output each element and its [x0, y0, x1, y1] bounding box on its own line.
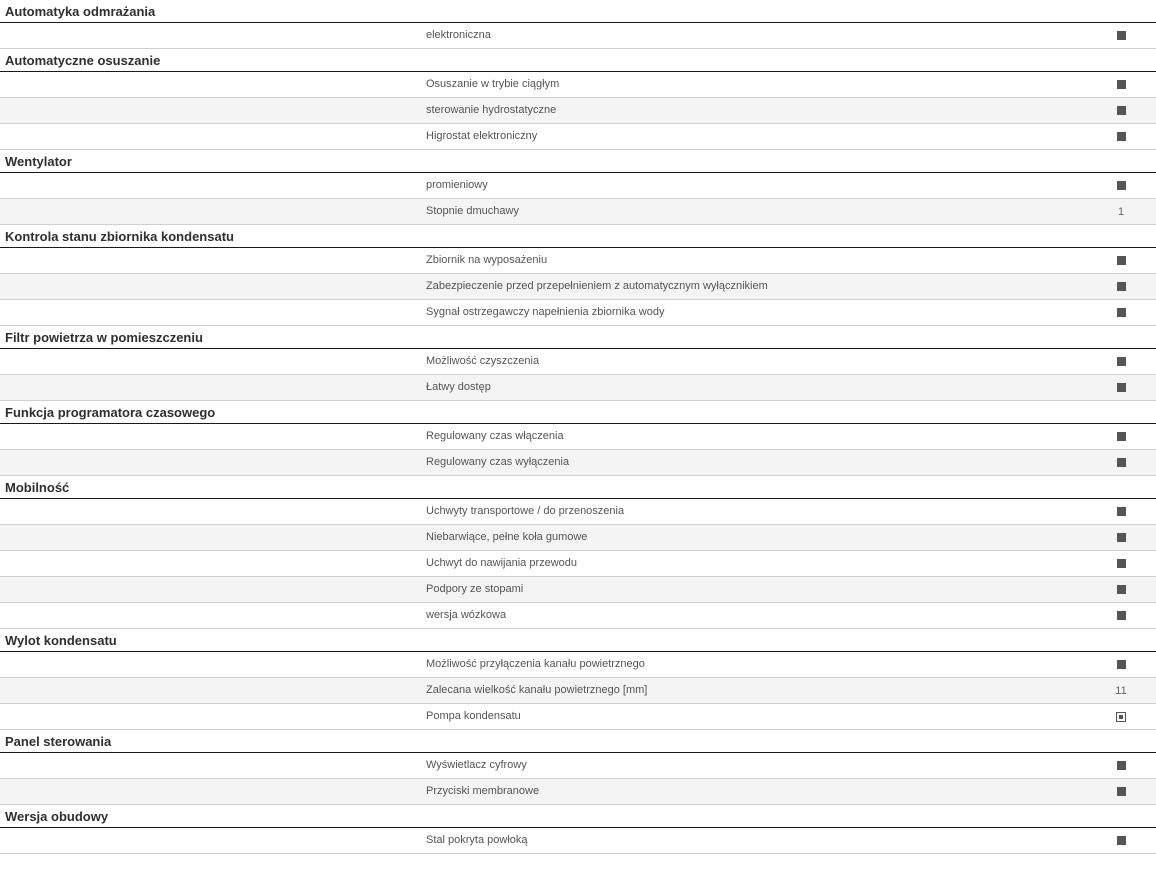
spec-value — [1100, 779, 1142, 804]
spec-label: Stopnie dmuchawy — [426, 205, 519, 217]
spec-label: Łatwy dostęp — [426, 381, 491, 393]
spec-value — [1100, 98, 1142, 123]
filled-square-icon — [1117, 660, 1126, 669]
section-header: Filtr powietrza w pomieszczeniu — [0, 326, 1156, 349]
filled-square-icon — [1117, 181, 1126, 190]
spec-row — [0, 704, 1156, 730]
spec-label: Przyciski membranowe — [426, 785, 540, 797]
spec-row — [0, 98, 1156, 124]
spec-row — [0, 274, 1156, 300]
spec-value — [1100, 450, 1142, 475]
spec-value — [1100, 124, 1142, 149]
spec-label: Uchwyt do nawijania przewodu — [426, 557, 578, 569]
spec-row — [0, 375, 1156, 401]
spec-row — [0, 349, 1156, 375]
spec-row — [0, 499, 1156, 525]
spec-label: Stal pokryta powłoką — [426, 834, 528, 846]
spec-value — [1100, 173, 1142, 198]
filled-square-icon — [1117, 282, 1126, 291]
section-header: Wersja obudowy — [0, 805, 1156, 828]
spec-row — [0, 300, 1156, 326]
section-header: Funkcja programatora czasowego — [0, 401, 1156, 424]
spec-value — [1100, 248, 1142, 273]
spec-row — [0, 577, 1156, 603]
filled-square-icon — [1117, 533, 1126, 542]
spec-row — [0, 828, 1156, 854]
spec-row — [0, 72, 1156, 98]
spec-row — [0, 248, 1156, 274]
spec-value — [1100, 704, 1142, 729]
spec-value — [1100, 375, 1142, 400]
filled-square-icon — [1117, 611, 1126, 620]
spec-value — [1100, 551, 1142, 576]
spec-label: Higrostat elektroniczny — [426, 130, 538, 142]
spec-row — [0, 424, 1156, 450]
spec-row — [0, 23, 1156, 49]
spec-row — [0, 779, 1156, 805]
spec-value — [1100, 577, 1142, 602]
section-header: Wylot kondensatu — [0, 629, 1156, 652]
spec-label: Zalecana wielkość kanału powietrznego [mm] — [426, 684, 648, 696]
spec-value — [1100, 603, 1142, 628]
filled-square-icon — [1117, 106, 1126, 115]
spec-row — [0, 525, 1156, 551]
filled-square-icon — [1117, 357, 1126, 366]
spec-label: Wyświetlacz cyfrowy — [426, 759, 527, 771]
spec-label: Podpory ze stopami — [426, 583, 524, 595]
filled-square-icon — [1117, 132, 1126, 141]
spec-value — [1100, 274, 1142, 299]
spec-value-text: 1 — [1117, 205, 1125, 218]
spec-value — [1100, 525, 1142, 550]
filled-square-icon — [1117, 308, 1126, 317]
spec-row — [0, 173, 1156, 199]
filled-square-icon — [1117, 585, 1126, 594]
filled-square-icon — [1117, 507, 1126, 516]
spec-value — [1100, 199, 1142, 224]
spec-value — [1100, 652, 1142, 677]
spec-row — [0, 652, 1156, 678]
spec-label: Możliwość czyszczenia — [426, 355, 540, 367]
spec-label: Osuszanie w trybie ciągłym — [426, 78, 560, 90]
spec-value — [1100, 678, 1142, 703]
spec-label: Pompa kondensatu — [426, 710, 521, 722]
spec-value — [1100, 349, 1142, 374]
filled-square-icon — [1117, 31, 1126, 40]
filled-square-icon — [1117, 836, 1126, 845]
spec-row — [0, 450, 1156, 476]
spec-row — [0, 199, 1156, 225]
spec-value-text: 11 — [1115, 684, 1127, 697]
section-header: Automatyka odmrażania — [0, 0, 1156, 23]
spec-value — [1100, 753, 1142, 778]
filled-square-icon — [1117, 80, 1126, 89]
filled-square-icon — [1117, 383, 1126, 392]
spec-row — [0, 124, 1156, 150]
spec-value — [1100, 72, 1142, 97]
section-header: Mobilność — [0, 476, 1156, 499]
filled-square-icon — [1117, 256, 1126, 265]
spec-row — [0, 678, 1156, 704]
section-header: Automatyczne osuszanie — [0, 49, 1156, 72]
spec-label: elektroniczna — [426, 29, 491, 41]
filled-square-icon — [1117, 787, 1126, 796]
spec-value — [1100, 424, 1142, 449]
spec-label: Zbiornik na wyposażeniu — [426, 254, 548, 266]
spec-label: Niebarwiące, pełne koła gumowe — [426, 531, 588, 543]
spec-row — [0, 753, 1156, 779]
spec-value — [1100, 300, 1142, 325]
spec-row — [0, 603, 1156, 629]
boxed-square-icon — [1116, 712, 1126, 722]
spec-row — [0, 551, 1156, 577]
section-header: Wentylator — [0, 150, 1156, 173]
spec-value — [1100, 828, 1142, 853]
spec-label: wersja wózkowa — [426, 609, 507, 621]
spec-label: Uchwyty transportowe / do przenoszenia — [426, 505, 625, 517]
section-header: Kontrola stanu zbiornika kondensatu — [0, 225, 1156, 248]
spec-label: promieniowy — [426, 179, 488, 191]
spec-label: Regulowany czas wyłączenia — [426, 456, 570, 468]
spec-value — [1100, 23, 1142, 48]
filled-square-icon — [1117, 559, 1126, 568]
spec-value — [1100, 499, 1142, 524]
filled-square-icon — [1117, 458, 1126, 467]
filled-square-icon — [1117, 432, 1126, 441]
spec-label: Sygnał ostrzegawczy napełnienia zbiornika wody — [426, 306, 665, 318]
section-header: Panel sterowania — [0, 730, 1156, 753]
spec-label: Możliwość przyłączenia kanału powietrznego — [426, 658, 645, 670]
spec-label: sterowanie hydrostatyczne — [426, 104, 557, 116]
spec-label: Regulowany czas włączenia — [426, 430, 564, 442]
filled-square-icon — [1117, 761, 1126, 770]
spec-label: Zabezpieczenie przed przepełnieniem z automatycznym wyłącznikiem — [426, 280, 768, 292]
